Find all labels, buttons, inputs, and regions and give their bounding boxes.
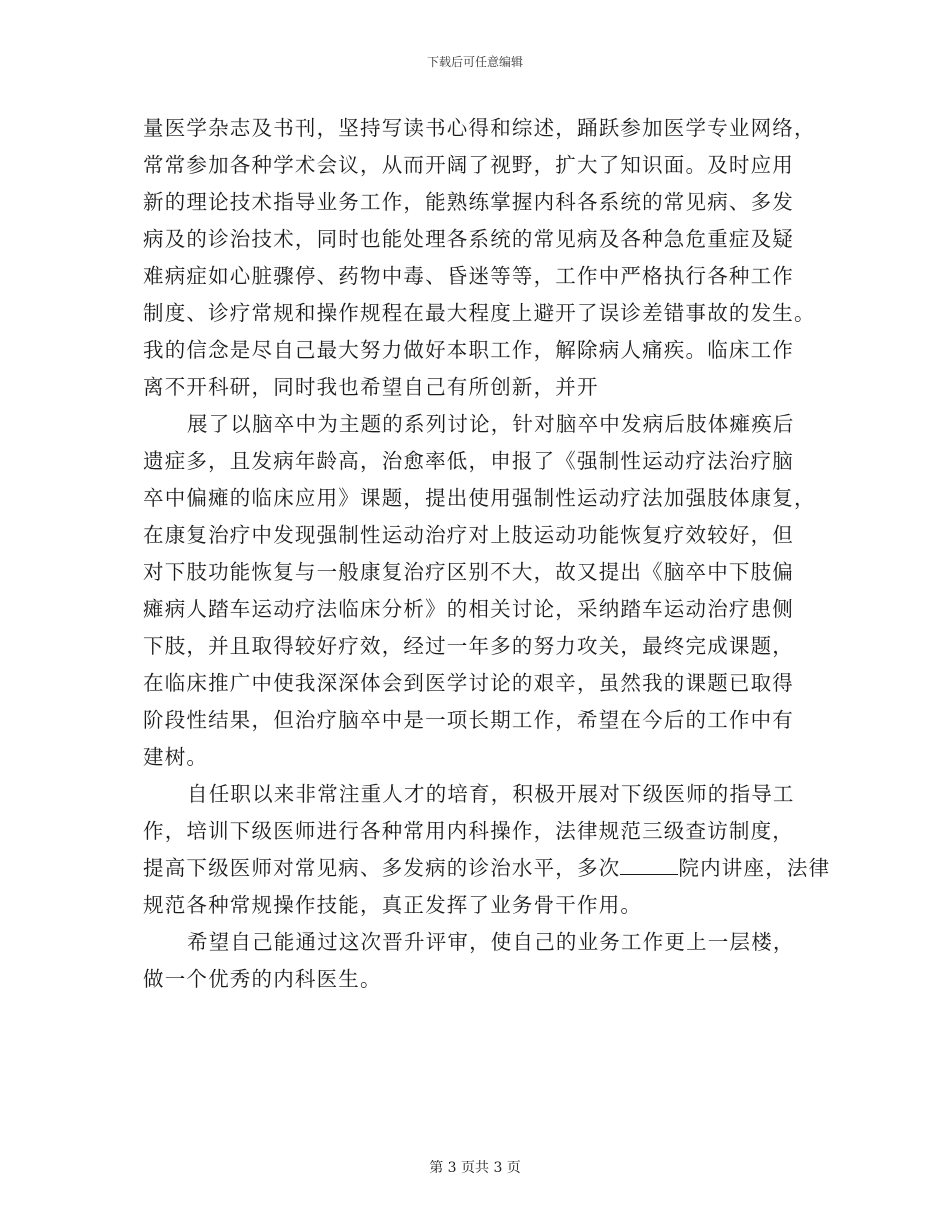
text-line: 卒中偏瘫的临床应用》课题，提出使用强制性运动疗法加强肢体康复， — [143, 486, 816, 510]
text-segment: 提高下级医师对常见病、多发病的诊治水平，多次 — [143, 856, 621, 880]
text-line: 作，培训下级医师进行各种常用内科操作，法律规范三级查访制度， — [143, 819, 794, 843]
paragraph-2 — [143, 406, 823, 776]
text-line-with-blank — [143, 850, 831, 887]
text-line: 自任职以来非常注重人才的培育，积极开展对下级医师的指导工 — [187, 782, 795, 806]
text-line: 新的理论技术指导业务工作，能熟练掌握内科各系统的常见病、多发 — [143, 190, 794, 214]
text-line: 离不开科研，同时我也希望自己有所创新，并开 — [143, 375, 599, 399]
text-line: 量医学杂志及书刊，坚持写读书心得和综述，踊跃参加医学专业网络， — [143, 116, 816, 140]
text-line: 对下肢功能恢复与一般康复治疗区别不大，故又提出《脑卒中下肢偏 — [143, 560, 794, 584]
text-line: 难病症如心脏骤停、药物中毒、昏迷等等，工作中严格执行各种工作 — [143, 264, 794, 288]
text-line: 建树。 — [143, 745, 209, 769]
paragraph-1 — [143, 110, 823, 406]
page-indicator: 第 3 页共 3 页 — [429, 1160, 521, 1176]
text-line: 常常参加各种学术会议，从而开阔了视野，扩大了知识面。及时应用 — [143, 153, 794, 177]
text-line: 在临床推广中使我深深体会到医学讨论的艰辛，虽然我的课题已取得 — [143, 671, 794, 695]
text-line: 病及的诊治技术，同时也能处理各系统的常见病及各种急危重症及疑 — [143, 227, 794, 251]
text-line: 我的信念是尽自己最大努力做好本职工作，解除病人痛疾。临床工作 — [143, 338, 794, 362]
paragraph-4 — [143, 924, 823, 998]
text-line: 在康复治疗中发现强制性运动治疗对上肢运动功能恢复疗效较好，但 — [143, 523, 794, 547]
fill-in-blank — [620, 854, 678, 875]
text-line: 做一个优秀的内科医生。 — [143, 967, 382, 991]
body-text — [143, 110, 831, 998]
text-line: 下肢，并且取得较好疗效，经过一年多的努力攻关，最终完成课题， — [143, 634, 794, 658]
text-line: 瘫病人踏车运动疗法临床分析》的相关讨论，采纳踏车运动治疗患侧 — [143, 597, 794, 621]
text-line: 展了以脑卒中为主题的系列讨论，针对脑卒中发病后肢体瘫痪后 — [187, 412, 795, 436]
text-line: 规范各种常规操作技能，真正发挥了业务骨干作用。 — [143, 893, 643, 917]
paragraph-3 — [143, 776, 831, 924]
text-line: 希望自己能通过这次晋升评审，使自己的业务工作更上一层楼， — [187, 930, 795, 954]
text-line: 制度、诊疗常规和操作规程在最大程度上避开了误诊差错事故的发生。 — [143, 301, 816, 325]
header-note: 下载后可任意编辑 — [426, 55, 523, 69]
text-segment: 院内讲座，法律 — [678, 856, 831, 880]
text-line: 遗症多，且发病年龄高，治愈率低，申报了《强制性运动疗法治疗脑 — [143, 449, 794, 473]
text-line: 阶段性结果，但治疗脑卒中是一项长期工作，希望在今后的工作中有 — [143, 708, 794, 732]
